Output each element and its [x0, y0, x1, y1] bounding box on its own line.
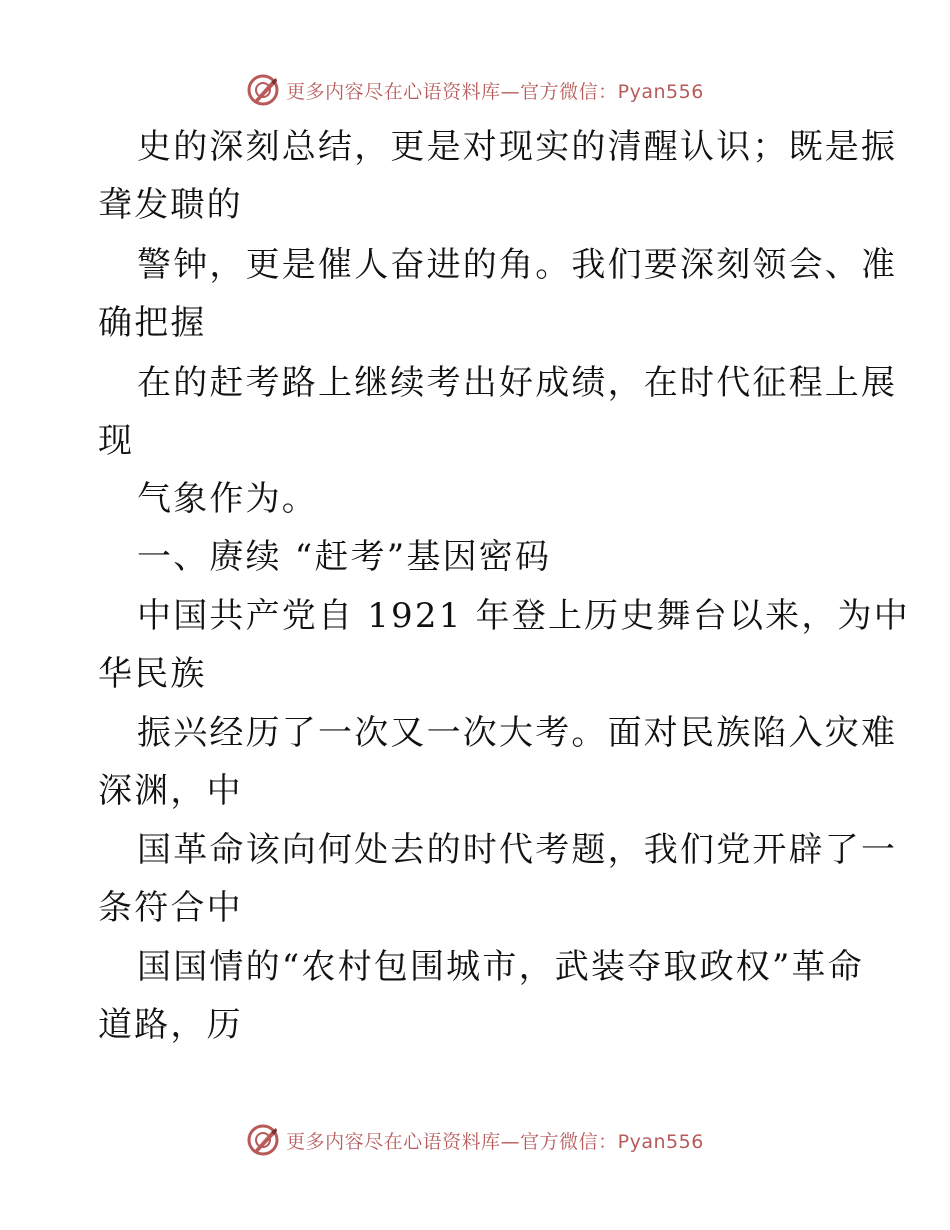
text-line: 现 [98, 421, 135, 461]
text-line: 华民族 [98, 654, 207, 694]
text-line: 国国情的“农村包围城市，武装夺取政权”革命 [137, 947, 864, 987]
text-line: 深渊，中 [98, 771, 243, 811]
text-line: 在的赶考路上继续考出好成绩，在时代征程上展 [137, 363, 898, 403]
brand-logo-icon [246, 73, 280, 107]
brand-logo-icon [246, 1123, 280, 1157]
text-line: 振兴经历了一次又一次大考。面对民族陷入灾难 [137, 713, 898, 753]
text-line: 史的深刻总结，更是对现实的清醒认识；既是振 [137, 127, 898, 167]
text-line: 确把握 [98, 303, 207, 343]
section-heading: 一、赓续 “赶考”基因密码 [137, 537, 552, 577]
text-line: 国革命该向何处去的时代考题，我们党开辟了一 [137, 830, 898, 870]
text-line: 条符合中 [98, 888, 243, 928]
text-line: 聋发聩的 [98, 185, 243, 225]
text-line: 中国共产党自 1921 年登上历史舞台以来，为中 [137, 596, 910, 636]
text-line: 警钟，更是催人奋进的角。我们要深刻领会、准 [137, 245, 898, 285]
text-line: 气象作为。 [137, 479, 318, 519]
watermark-text: 更多内容尽在心语资料库—官方微信：Pyan556 [286, 80, 704, 103]
footer-watermark [0, 1120, 950, 1160]
header-watermark [0, 70, 950, 110]
text-line: 道路，历 [98, 1005, 243, 1045]
watermark-text: 更多内容尽在心语资料库—官方微信：Pyan556 [286, 1130, 704, 1153]
